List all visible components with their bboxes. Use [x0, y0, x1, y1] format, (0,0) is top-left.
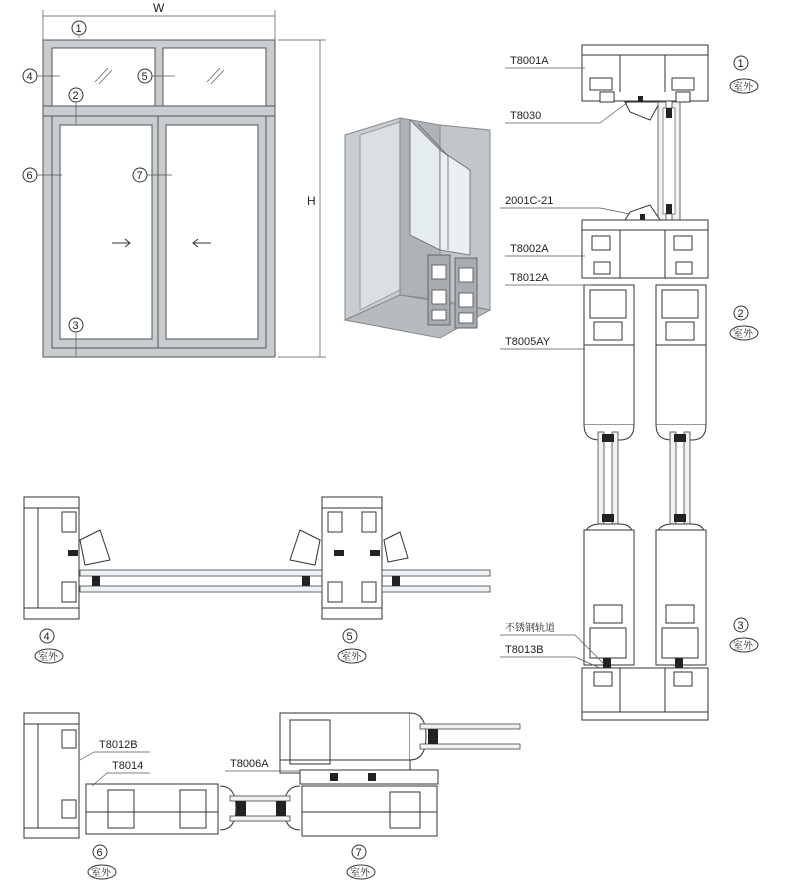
svg-text:5: 5: [141, 71, 148, 83]
label-T8013B: T8013B: [505, 644, 544, 656]
svg-text:6: 6: [96, 847, 103, 859]
width-label: W: [153, 1, 165, 15]
horizontal-section-sash: [24, 713, 520, 838]
svg-text:7: 7: [355, 847, 362, 859]
svg-text:室外: 室外: [91, 868, 111, 879]
elev-marker-1: [72, 21, 86, 38]
window-elevation: [23, 1, 326, 357]
svg-text:1: 1: [75, 23, 82, 35]
label-T8002A: T8002A: [510, 243, 549, 255]
svg-text:1: 1: [737, 58, 744, 70]
label-T8012B: T8012B: [99, 739, 138, 751]
svg-text:2: 2: [72, 90, 79, 102]
vsec-marker-3: [730, 618, 758, 652]
hsec2-callouts: [80, 739, 300, 786]
svg-text:7: 7: [136, 170, 143, 182]
label-T8005AY: T8005AY: [505, 336, 551, 348]
label-T8001A: T8001A: [510, 55, 549, 67]
label-T8030: T8030: [510, 110, 542, 122]
hsec-marker-7: [347, 845, 375, 879]
vsec-marker-2: [730, 306, 758, 340]
svg-text:室外: 室外: [38, 652, 58, 663]
height-label: H: [307, 194, 316, 208]
svg-text:室外: 室外: [733, 82, 753, 93]
svg-text:3: 3: [737, 620, 744, 632]
svg-text:2: 2: [737, 308, 744, 320]
label-T8006A: T8006A: [230, 758, 269, 770]
horizontal-section-transom: [24, 497, 490, 619]
hsec-marker-4: [35, 629, 63, 663]
svg-text:6: 6: [26, 170, 33, 182]
corner-render: [345, 118, 490, 338]
vertical-section: [582, 45, 708, 720]
hsec-marker-6: [88, 845, 116, 879]
label-2001C-21: 2001C-21: [505, 195, 554, 207]
label-stainless-track: 不锈钢轨道: [505, 623, 555, 634]
label-T8014: T8014: [112, 760, 144, 772]
svg-text:4: 4: [43, 631, 50, 643]
svg-text:室外: 室外: [733, 641, 753, 652]
svg-text:室外: 室外: [341, 652, 361, 663]
hsec-marker-5: [338, 629, 366, 663]
svg-text:室外: 室外: [350, 868, 370, 879]
label-T8012A: T8012A: [510, 272, 549, 284]
vsec-marker-1: [730, 56, 758, 93]
svg-text:3: 3: [72, 320, 79, 332]
svg-text:4: 4: [26, 71, 33, 83]
svg-text:室外: 室外: [733, 329, 753, 340]
svg-text:5: 5: [346, 631, 353, 643]
